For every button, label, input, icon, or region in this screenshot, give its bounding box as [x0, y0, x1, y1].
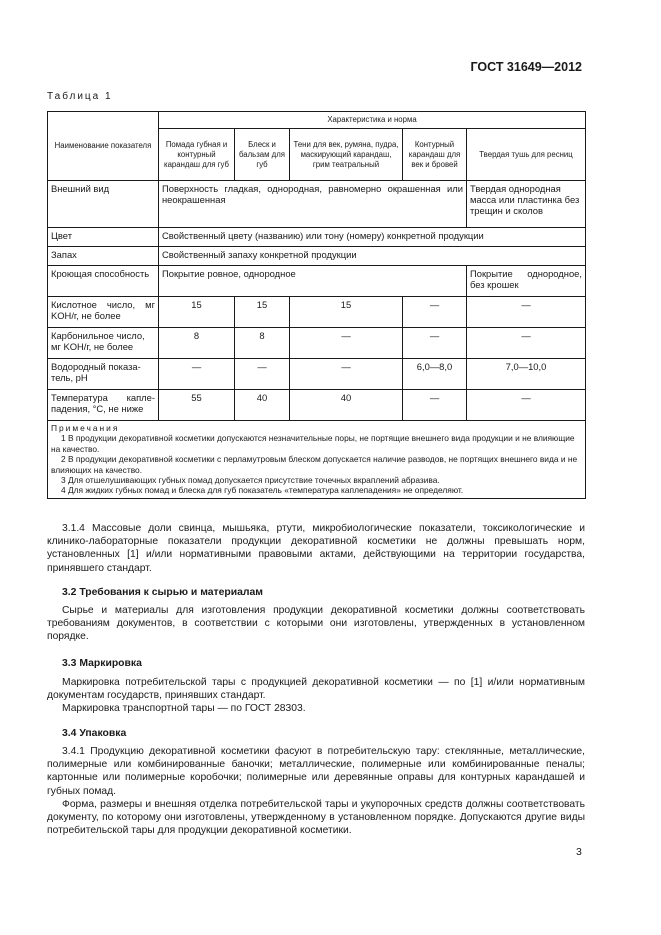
- section-heading-3-2: 3.2 Требования к сырью и материалам: [62, 587, 263, 598]
- row-name-appearance: Внешний вид: [48, 181, 159, 228]
- col-header-name: Наименование показателя: [48, 112, 159, 181]
- table-row: [48, 247, 586, 266]
- col-header-mascara: Твердая тушь для ресниц: [467, 129, 586, 181]
- cell-appearance-mascara: Твердая однородная масса или пластинка без трещин и сколов: [467, 181, 586, 228]
- table-title: Таблица 1: [47, 91, 113, 102]
- cell-value: 55: [159, 390, 235, 421]
- cell-appearance-merged: Поверхность гладкая, однородная, равномерно окрашенная или неокрашенная: [159, 181, 467, 228]
- page-number: 3: [576, 846, 582, 858]
- row-name-acid: Кислотное число, мг KOH/г, не более: [48, 297, 159, 328]
- cell-value: 8: [159, 328, 235, 359]
- cell-value: —: [290, 359, 403, 390]
- standard-code: ГОСТ 31649—2012: [470, 60, 582, 74]
- table-row: [48, 266, 586, 297]
- cell-value: 40: [290, 390, 403, 421]
- cell-value: 15: [159, 297, 235, 328]
- table-row: [48, 359, 586, 390]
- cell-value: —: [290, 328, 403, 359]
- paragraph-text: 3.4.1 Продукцию декоративной косметики фасуют в потребительскую тару: стеклянные, металлические, полимерные или комбинированные баночки; металлические, полимерные или комбинированные пеналы; картонные или полимерные коробочки; полимерные или деревянные оправы для контурных карандашей и губных помад.: [47, 746, 585, 797]
- row-name-ph: Водородный показатель, pH: [48, 359, 159, 390]
- paragraph-text: Сырье и материалы для изготовления продукции декоративной косметики должны соответствовать требованиям документов, в соответствии с которыми они изготовлены, утвержденных в установленном порядке.: [47, 605, 585, 643]
- paragraph-3-4: [47, 745, 585, 837]
- cell-value: 15: [290, 297, 403, 328]
- table-notes-row: [48, 421, 586, 499]
- cell-value: —: [467, 390, 586, 421]
- cell-color-value: Свойственный цвету (названию) или тону (номеру) конкретной продукции: [159, 228, 586, 247]
- row-name-coverage: Кроющая способность: [48, 266, 159, 297]
- table-notes: [48, 421, 586, 499]
- note-item: 4 Для жидких губных помад и блеска для губ показатель «температура каплепадения» не определяют.: [61, 485, 464, 496]
- col-header-eye-pencil: Контурный карандаш для век и бровей: [403, 129, 467, 181]
- table-row: [48, 390, 586, 421]
- cell-value: —: [467, 328, 586, 359]
- cell-smell-value: Свойственный запаху конкретной продукции: [159, 247, 586, 266]
- col-header-group: Характеристика и норма: [159, 112, 586, 129]
- section-heading-3-3: 3.3 Маркировка: [62, 658, 142, 669]
- cell-coverage-merged: Покрытие ровное, однородное: [159, 266, 467, 297]
- cell-value: —: [403, 390, 467, 421]
- paragraph-text: Маркировка транспортной тары — по ГОСТ 28303.: [62, 703, 306, 715]
- col-header-shadows: Тени для век, румяна, пудра, маскирующий карандаш, грим театральный: [290, 129, 403, 181]
- paragraph-text: 3.1.4 Массовые доли свинца, мышьяка, ртути, микробиологические показатели, токсикологические и клинико-лабораторные показатели продукции декоративной косметики не должны превышать норм, установленных [1] и/или нормативными правовыми актами, действующими на территории государства, принявшего стандарт.: [47, 523, 585, 574]
- table-row: [48, 228, 586, 247]
- cell-coverage-mascara: Покрытие однородное, без крошек: [467, 266, 586, 297]
- row-name-carbonyl: Карбонильное число, мг KOH/г, не более: [48, 328, 159, 359]
- table-header-row: [48, 112, 586, 129]
- col-header-lipstick: Помада губная и контурный карандаш для губ: [159, 129, 235, 181]
- paragraph-3-1-4: [47, 522, 585, 575]
- table-row: [48, 181, 586, 228]
- paragraph-text: Маркировка потребительской тары с продукцией декоративной косметики — по [1] и/или нормативным документам государств, принявших стандарт.: [47, 677, 585, 702]
- section-heading-3-4: 3.4 Упаковка: [62, 728, 127, 739]
- cell-value: —: [403, 328, 467, 359]
- cell-value: 15: [235, 297, 290, 328]
- table-row: [48, 328, 586, 359]
- note-item: 2 В продукции декоративной косметики с перламутровым блеском допускается наличие разводов, не портящих внешнего вида и не влияющих на качество.: [51, 454, 578, 475]
- notes-title: Примечания: [51, 423, 120, 433]
- paragraph-text: Форма, размеры и внешняя отделка потребительской тары и укупорочных средств должны соответствовать документу, по которому они изготовлены, утвержденному в установленном порядке. Допускаются другие виды потребительской тары для продукции декоративной косметики.: [47, 798, 585, 837]
- cell-value: 8: [235, 328, 290, 359]
- cell-value: —: [235, 359, 290, 390]
- row-name-color: Цвет: [48, 228, 159, 247]
- table-row: [48, 297, 586, 328]
- cell-value: 40: [235, 390, 290, 421]
- cell-value: —: [403, 297, 467, 328]
- row-name-drop-point: Температура каплепадения, °C, не ниже: [48, 390, 159, 421]
- paragraph-3-3: [47, 676, 585, 716]
- note-item: 1 В продукции декоративной косметики допускаются незначительные поры, не портящие внешнего вида продукции и не влияющие на качество.: [51, 433, 575, 454]
- cell-value: 6,0—8,0: [403, 359, 467, 390]
- cell-value: 7,0—10,0: [467, 359, 586, 390]
- cell-value: —: [159, 359, 235, 390]
- note-item: 3 Для отшелушивающих губных помад допускается присутствие точечных вкраплений абразива.: [61, 475, 440, 486]
- specification-table: [47, 111, 586, 499]
- row-name-smell: Запах: [48, 247, 159, 266]
- paragraph-3-2: [47, 604, 585, 644]
- cell-value: —: [467, 297, 586, 328]
- col-header-gloss: Блеск и бальзам для губ: [235, 129, 290, 181]
